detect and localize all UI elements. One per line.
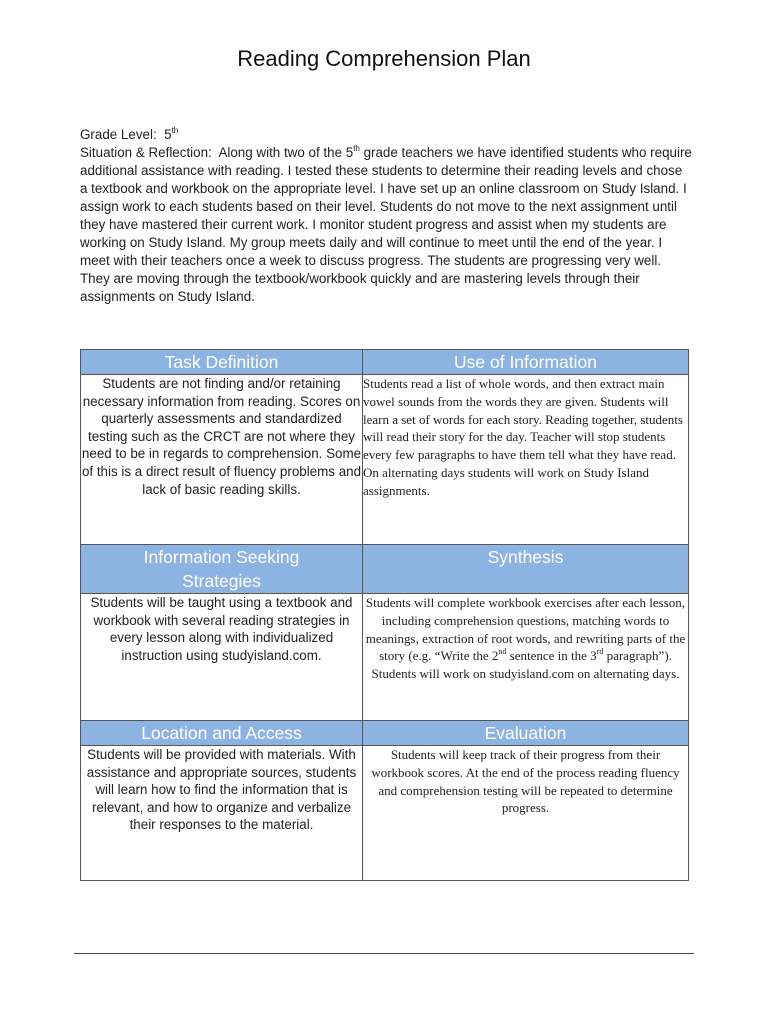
task-definition-header: Task Definition <box>81 350 363 375</box>
use-of-information-header: Use of Information <box>363 350 689 375</box>
grade-level-value: 5 <box>164 127 172 142</box>
grade-level-label: Grade Level: <box>80 127 157 142</box>
synthesis-cell <box>363 594 689 721</box>
synthesis-text-part-2: sentence in the 3 <box>506 648 597 664</box>
grade-level-line <box>80 126 692 144</box>
situation-label: Situation & Reflection: <box>80 145 212 160</box>
information-seeking-cell <box>81 594 363 721</box>
synthesis-ordinal-rd: rd <box>596 647 604 657</box>
information-seeking-header <box>81 545 363 594</box>
synthesis-header: Synthesis <box>363 545 689 594</box>
synthesis-text-part-1: Students will complete workbook exercises after each lesson, including comprehension questions, matching words to meanings, extraction of root words, and rewriting parts of the story (e.g. “Write the 2 <box>365 595 686 664</box>
situation-ordinal-suffix: th <box>353 144 360 153</box>
location-access-header: Location and Access <box>81 721 363 746</box>
synthesis-text-part-3: paragraph”). Students will work on studyisland.com on alternating days. <box>371 648 680 682</box>
situation-text-rest: grade teachers we have identified students who require additional assistance with reading. I tested these students to determine their reading levels and chose a textbook and workbook on the appropriate level. I have set up an online classroom on Study Island. I assign work to each students based on their level. Students do not move to the next assignment until they have mastered their current work. I monitor student progress and assist when my students are working on Study Island. My group meets daily and will continue to meet until the end of the year. I meet with their teachers once a week to discuss progress. The students are progressing very well. They are moving through the textbook/workbook quickly and are mastering levels through their assignments on Study Island. <box>80 145 692 304</box>
location-access-cell <box>81 746 363 881</box>
plan-table <box>80 349 689 881</box>
evaluation-cell <box>363 746 689 881</box>
use-of-information-cell <box>363 375 689 545</box>
footer-divider <box>74 953 694 954</box>
use-of-information-text: Students read a list of whole words, and then extract main vowel sounds from the words they are given. Students will learn a set of words for each story. Reading together, students will read their story for the day. Teacher will stop students every few paragraphs to have them tell what they have read. On alternating days students will work on Study Island assignments. <box>363 376 683 498</box>
intro-section <box>80 126 692 306</box>
situation-text-start: Along with two of the 5 <box>218 145 354 160</box>
situation-reflection <box>80 144 692 306</box>
task-definition-cell <box>81 375 363 545</box>
evaluation-text: Students will keep track of their progress from their workbook scores. At the end of the process reading fluency and comprehension testing will be repeated to determine progress. <box>371 747 680 816</box>
information-seeking-heading-text: Information Seeking Strategies <box>143 547 300 591</box>
synthesis-text <box>363 594 688 683</box>
location-access-text: Students will be provided with materials. With assistance and appropriate sources, students will learn how to find the information that is relevant, and how to organize and verbalize their responses to the material. <box>86 747 357 833</box>
grade-level-suffix: th <box>171 126 179 135</box>
information-seeking-text: Students will be taught using a textbook and workbook with several reading strategies in every lesson along with individualized instruction using studyisland.com. <box>90 595 353 663</box>
synthesis-ordinal-nd: nd <box>498 647 507 657</box>
evaluation-header: Evaluation <box>363 721 689 746</box>
document-title: Reading Comprehension Plan <box>237 46 531 71</box>
task-definition-text: Students are not finding and/or retaining necessary information from reading. Scores on quarterly assessments and standardized testing such as the CRCT are not where they need to be in regards to comprehension. Some of this is a direct result of fluency problems and lack of basic reading skills. <box>81 376 362 497</box>
